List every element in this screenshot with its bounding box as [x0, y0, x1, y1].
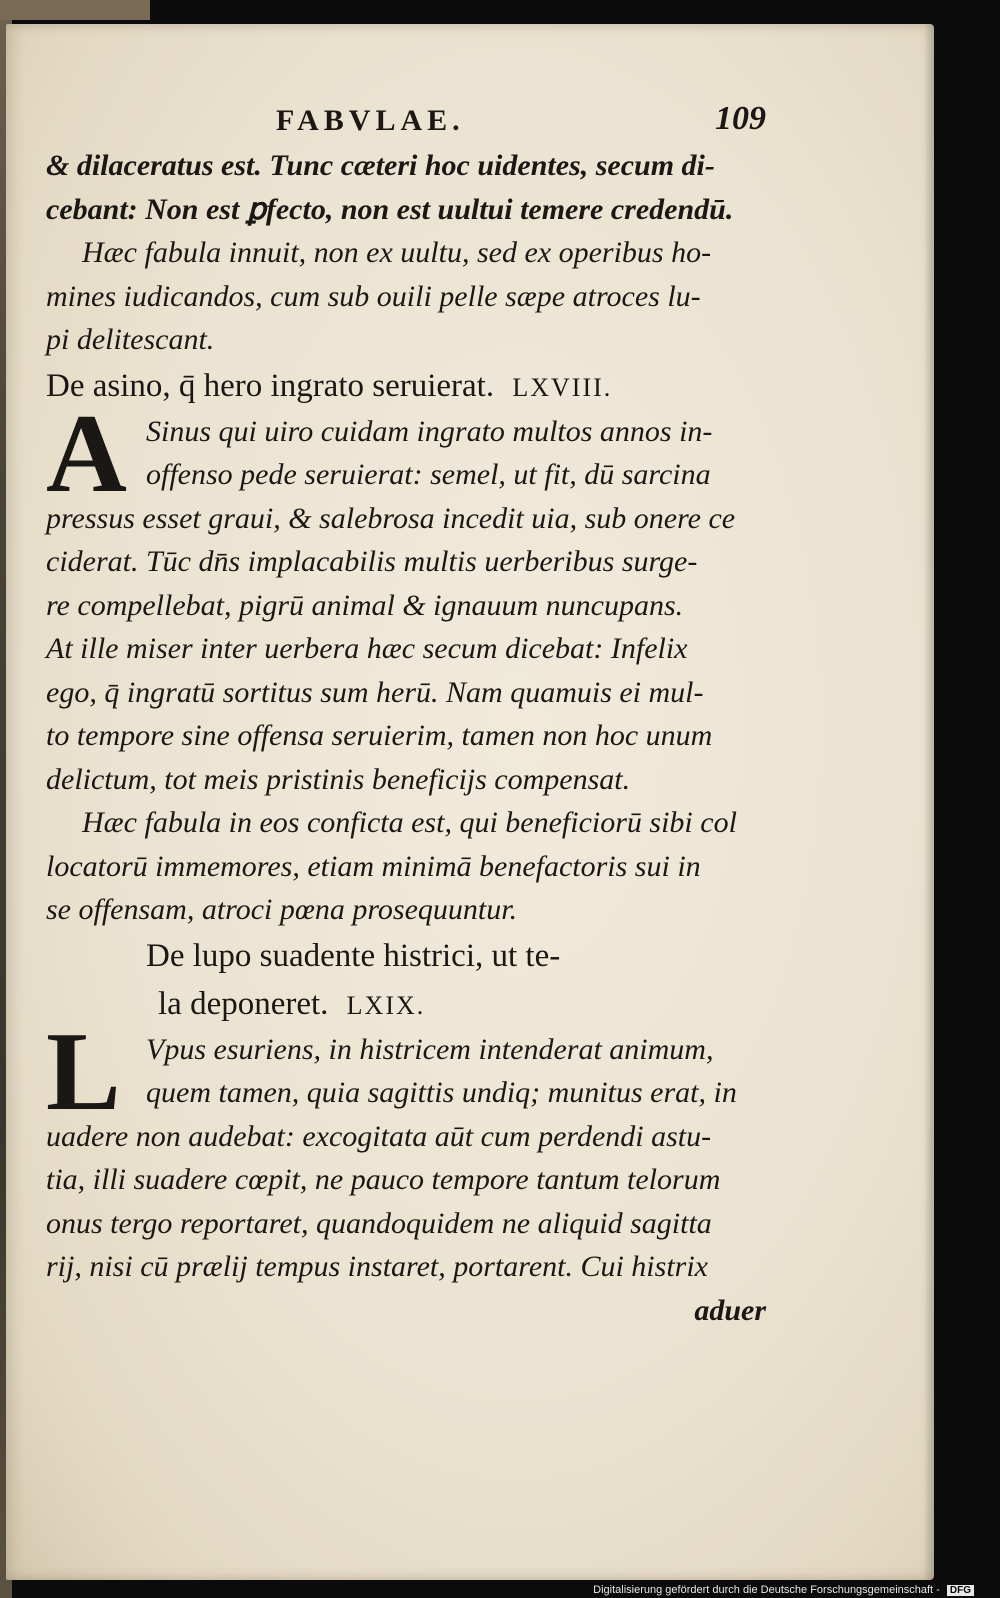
moral-line: pi delitescant. — [46, 323, 215, 356]
fable-68-number: LXVIII. — [512, 372, 613, 402]
text-line: offenso pede seruierat: semel, ut fit, dū sarcina — [146, 458, 711, 491]
catchword: aduer — [694, 1293, 766, 1327]
text-line: onus tergo reportaret, quandoquidem ne aliquid sagitta — [46, 1206, 712, 1240]
page-number: 109 — [715, 100, 766, 137]
fable-69-title-part-2: la deponeret. — [158, 985, 329, 1022]
drop-cap-l: L — [46, 1009, 121, 1134]
text-line: uadere non audebat: excogitata aūt cum perdendi astu- — [46, 1119, 712, 1153]
drop-cap-a: A — [46, 391, 127, 516]
credit-text: Digitalisierung gefördert durch die Deutsche Forschungsgemeinschaft - — [593, 1584, 940, 1596]
fable-69-heading-line-1 — [46, 932, 766, 980]
moral-line: Hæc fabula in eos conficta est, qui beneficiorū sibi col — [82, 806, 737, 839]
text-line: cebant: Non est ꝑfecto, non est uultui temere credendū. — [46, 192, 734, 226]
fable-68-title: De asino, q̄ hero ingrato seruierat. — [46, 367, 495, 404]
running-head: FABVLAE. — [276, 104, 465, 137]
fable-69-opening — [46, 1009, 766, 1134]
text-line: pressus esset graui, & salebrosa incedit uia, sub onere ce — [46, 501, 736, 535]
text-line: delictum, tot meis pristinis beneficijs compensat. — [46, 762, 631, 796]
page-header — [46, 100, 766, 144]
scan-top-edge — [0, 0, 150, 20]
dfg-logo: DFG — [947, 1585, 974, 1596]
page-edge-shadow — [924, 24, 934, 1580]
text-line: Vpus esuriens, in histricem intenderat animum, — [146, 1032, 714, 1066]
text-line: re compellebat, pigrū animal & ignauum nuncupans. — [46, 588, 684, 622]
text-line: & dilaceratus est. Tunc cæteri hoc uidentes, secum di- — [46, 149, 715, 182]
text-line: ego, q̄ ingratū sortitus sum herū. Nam quamuis ei mul- — [46, 675, 704, 709]
text-line: to tempore sine offensa seruierim, tamen non hoc unum — [46, 719, 713, 752]
text-line: rij, nisi cū prælij tempus instaret, portarent. Cui histrix — [46, 1250, 708, 1283]
text-line: tia, illi suadere cœpit, ne pauco tempore tantum telorum — [46, 1163, 721, 1196]
digitization-credit — [593, 1584, 974, 1596]
text-line: ciderat. Tūc dn̄s implacabilis multis uerberibus surge- — [46, 545, 698, 578]
fable-68-opening — [46, 391, 766, 516]
fable-69-heading-line-2 — [46, 980, 766, 1028]
book-page — [6, 24, 934, 1580]
text-line: Sinus qui uiro cuidam ingrato multos annos in- — [146, 414, 713, 448]
page-text — [46, 100, 766, 1332]
fable-69-title-part-1: De lupo suadente histrici, ut te- — [146, 937, 561, 974]
moral-line: Hæc fabula innuit, non ex uultu, sed ex operibus ho- — [82, 236, 712, 269]
moral-line: locatorū immemores, etiam minimā benefactoris sui in — [46, 849, 701, 883]
fable-69-number: LXIX. — [346, 990, 426, 1020]
moral-line: mines iudicandos, cum sub ouili pelle sæpe atroces lu- — [46, 279, 701, 313]
text-line: At ille miser inter uerbera hæc secum dicebat: Infelix — [46, 632, 688, 665]
fable-68-heading — [46, 362, 766, 410]
text-line: quem tamen, quia sagittis undiq; munitus erat, in — [146, 1076, 737, 1109]
moral-line: se offensam, atroci pœna prosequuntur. — [46, 893, 518, 926]
